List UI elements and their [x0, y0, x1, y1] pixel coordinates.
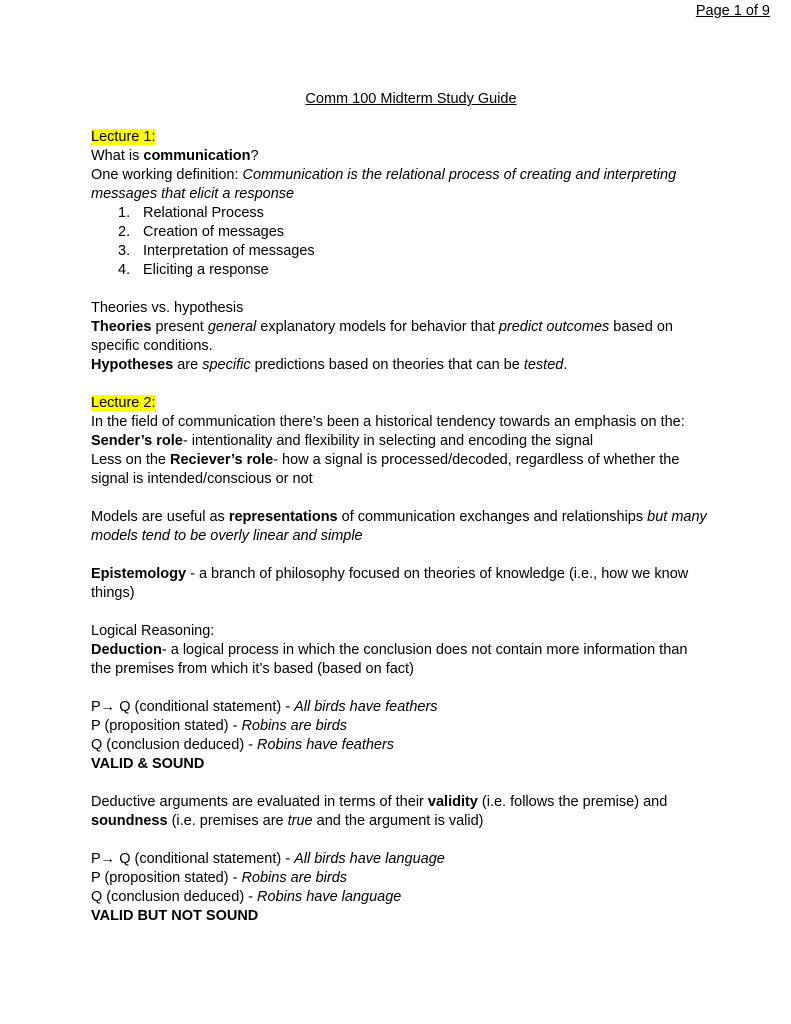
text-run: VALID BUT NOT SOUND — [91, 908, 259, 924]
text-line — [91, 812, 731, 831]
text-run: specific — [202, 357, 251, 373]
list-number: 1. — [118, 205, 131, 221]
text-line — [91, 850, 731, 869]
text-run: Deduction — [91, 642, 162, 658]
text-run: signal is intended/conscious or not — [91, 471, 313, 487]
text-run: Robins are birds — [241, 870, 348, 886]
blank-line — [91, 489, 731, 508]
blank-line — [91, 280, 731, 299]
text-run: the premises from which it’s based (based on fact) — [91, 661, 414, 677]
text-line — [91, 451, 731, 470]
text-line — [91, 888, 731, 907]
text-run: Logical Reasoning: — [91, 623, 215, 639]
blank-line — [91, 603, 731, 622]
text-run: Epistemology — [91, 566, 187, 582]
text-run: . — [563, 357, 568, 373]
text-run: predictions based on theories that can be — [250, 357, 524, 373]
list-item — [91, 261, 731, 280]
text-line — [91, 755, 731, 774]
blank-line — [91, 375, 731, 394]
list-item — [91, 223, 731, 242]
text-run: - intentionality and flexibility in selecting and encoding the signal — [182, 433, 594, 449]
text-run: models tend to be overly linear and simple — [91, 528, 363, 544]
text-run: based on — [609, 319, 673, 335]
text-run: Models are useful as — [91, 509, 229, 525]
text-run: soundness — [91, 813, 168, 829]
text-line — [91, 394, 731, 413]
highlighted-text: Lecture 2: — [91, 395, 156, 411]
text-line — [91, 565, 731, 584]
blank-line — [91, 774, 731, 793]
text-run: Eliciting a response — [143, 262, 269, 278]
list-item — [91, 242, 731, 261]
text-run: P (proposition stated) - — [91, 718, 242, 734]
text-run: present — [151, 319, 208, 335]
document-body — [91, 128, 731, 926]
text-run: Q (conclusion deduced) - — [91, 889, 258, 905]
text-run: Theories — [91, 319, 152, 335]
text-run: of communication exchanges and relationships — [337, 509, 648, 525]
text-run: Deductive arguments are evaluated in terms of their — [91, 794, 428, 810]
text-run: but many — [647, 509, 707, 525]
text-line — [91, 641, 731, 660]
text-run: and the argument is valid) — [312, 813, 484, 829]
text-line — [91, 584, 731, 603]
text-line — [91, 128, 731, 147]
text-run: Robins are birds — [241, 718, 348, 734]
list-number: 2. — [118, 224, 131, 240]
text-run: Robins have feathers — [257, 737, 395, 753]
text-line — [91, 337, 731, 356]
text-line — [91, 622, 731, 641]
list-number: 4. — [118, 262, 131, 278]
blank-line — [91, 831, 731, 850]
text-line — [91, 869, 731, 888]
blank-line — [91, 679, 731, 698]
text-line — [91, 698, 731, 717]
text-run: What is — [91, 148, 144, 164]
text-run: Theories vs. hypothesis — [91, 300, 244, 316]
text-run: - a logical process in which the conclusion does not contain more information than — [161, 642, 688, 658]
list-item — [91, 204, 731, 223]
text-run: Communication is the relational process of creating and interpreting — [242, 167, 677, 183]
text-run: Q (conclusion deduced) - — [91, 737, 258, 753]
text-line — [91, 907, 731, 926]
text-line — [91, 470, 731, 489]
text-run: P→ Q (conditional statement) - — [91, 699, 295, 715]
text-run: Hypotheses — [91, 357, 174, 373]
text-line — [91, 508, 731, 527]
text-run: - how a signal is processed/decoded, regardless of whether the — [273, 452, 680, 468]
text-run: messages that elicit a response — [91, 186, 295, 202]
text-run: Relational Process — [143, 205, 264, 221]
text-run: VALID & SOUND — [91, 756, 205, 772]
text-run: things) — [91, 585, 135, 601]
text-run: Interpretation of messages — [143, 243, 315, 259]
text-line — [91, 717, 731, 736]
text-line — [91, 185, 731, 204]
text-run: ? — [250, 148, 259, 164]
text-line — [91, 432, 731, 451]
text-line — [91, 147, 731, 166]
text-line — [91, 527, 731, 546]
text-run: Reciever’s role — [170, 452, 274, 468]
document-title: Comm 100 Midterm Study Guide — [305, 91, 517, 107]
text-run: specific conditions. — [91, 338, 213, 354]
text-line — [91, 736, 731, 755]
text-run: (i.e. follows the premise) and — [477, 794, 668, 810]
text-run: Less on the — [91, 452, 170, 468]
text-run: representations — [228, 509, 338, 525]
text-line — [91, 318, 731, 337]
text-run: tested — [523, 357, 564, 373]
text-run: - a branch of philosophy focused on theories of knowledge (i.e., how we know — [186, 566, 689, 582]
text-run: are — [173, 357, 203, 373]
text-run: P→ Q (conditional statement) - — [91, 851, 295, 867]
text-line — [91, 299, 731, 318]
text-run: validity — [427, 794, 478, 810]
text-line — [91, 793, 731, 812]
list-number: 3. — [118, 243, 131, 259]
text-line — [91, 413, 731, 432]
text-line — [91, 166, 731, 185]
text-run: true — [287, 813, 313, 829]
text-run: In the field of communication there’s been a historical tendency towards an emphasis on the: — [91, 414, 685, 430]
text-run: All birds have language — [294, 851, 445, 867]
text-run: Sender’s role — [91, 433, 183, 449]
text-run: communication — [143, 148, 251, 164]
page-indicator: Page 1 of 9 — [695, 3, 770, 19]
text-run: Creation of messages — [143, 224, 285, 240]
text-line — [91, 660, 731, 679]
blank-line — [91, 546, 731, 565]
text-run: One working definition: — [91, 167, 243, 183]
text-run: Robins have language — [257, 889, 402, 905]
text-run: P (proposition stated) - — [91, 870, 242, 886]
text-run: general — [207, 319, 257, 335]
text-line — [91, 356, 731, 375]
text-run: All birds have feathers — [294, 699, 438, 715]
text-run: (i.e. premises are — [167, 813, 288, 829]
text-run: explanatory models for behavior that — [256, 319, 499, 335]
highlighted-text: Lecture 1: — [91, 129, 156, 145]
text-run: predict outcomes — [498, 319, 610, 335]
